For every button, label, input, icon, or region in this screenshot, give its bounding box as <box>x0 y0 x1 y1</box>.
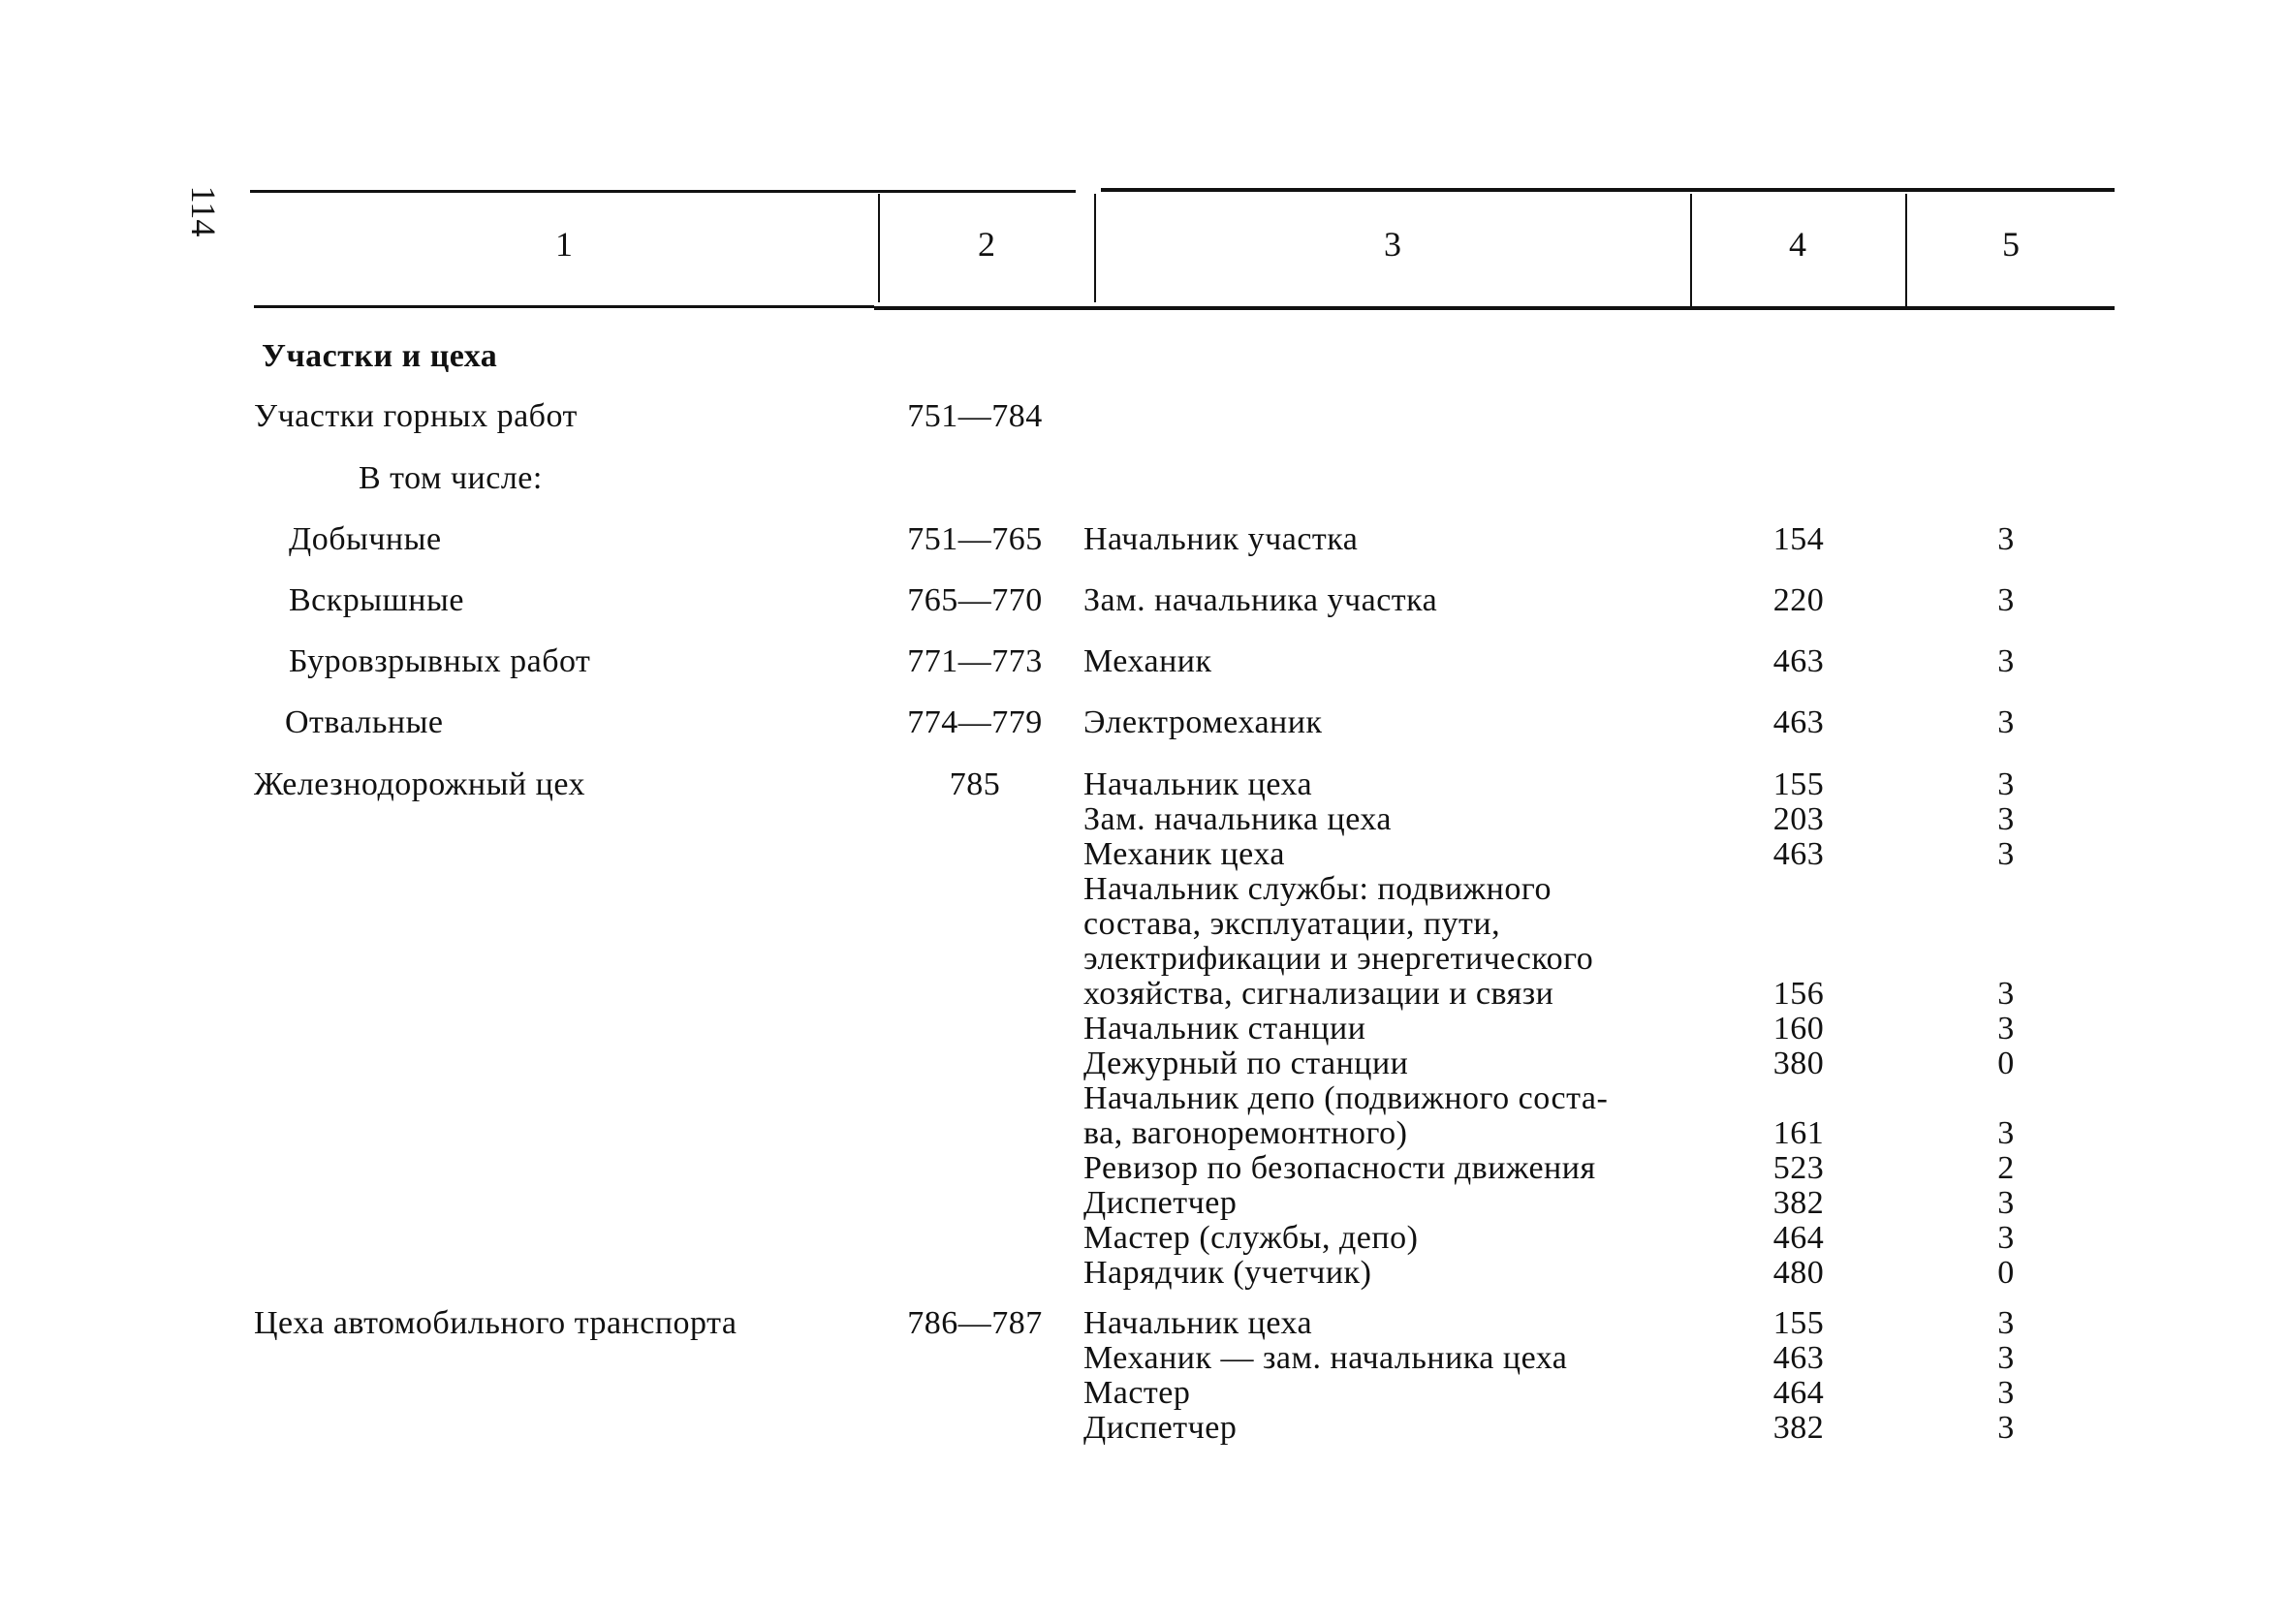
list-item: 3 <box>1997 1410 2015 1446</box>
list-item: ва, вагоноремонтного) <box>1083 1115 1408 1151</box>
auto-workshop-code: 786—787 <box>907 1305 1043 1341</box>
list-item: Начальник станции <box>1083 1011 1366 1046</box>
column-header-2: 2 <box>978 225 995 264</box>
list-item: 3 <box>1997 1115 2015 1151</box>
list-item: хозяйства, сигнализации и связи <box>1083 976 1554 1012</box>
list-item: 3 <box>1997 836 2015 872</box>
list-item: состава, эксплуатации, пути, <box>1083 906 1501 942</box>
list-item: 155 <box>1772 766 1825 802</box>
railway-name: Железнодорожный цех <box>254 766 585 802</box>
row-col5: 3 <box>1997 521 2015 557</box>
row-code: 774—779 <box>907 704 1043 740</box>
list-item <box>1740 942 1857 977</box>
row-name: Отвальные <box>285 704 444 740</box>
row-col4: 220 <box>1772 582 1825 618</box>
list-item: 380 <box>1772 1046 1825 1081</box>
row-col4: 463 <box>1772 643 1825 679</box>
column-header-1: 1 <box>555 225 573 264</box>
list-item: Дежурный по станции <box>1083 1046 1409 1081</box>
header-top-rule <box>250 190 1076 193</box>
column-header-3: 3 <box>1384 225 1401 264</box>
row-code: 751—765 <box>907 521 1043 557</box>
list-item <box>1977 1081 2035 1116</box>
row-name: Буровзрывных работ <box>289 643 591 679</box>
row-position: Электромеханик <box>1083 704 1323 740</box>
auto-positions <box>1083 1306 1567 1446</box>
list-item: 463 <box>1772 1340 1825 1376</box>
list-item: Нарядчик (учетчик) <box>1083 1255 1372 1291</box>
list-item: Начальник службы: подвижного <box>1083 871 1552 907</box>
list-item: Механик цеха <box>1083 836 1285 872</box>
list-item: 3 <box>1997 976 2015 1012</box>
header-bottom-rule <box>254 305 874 308</box>
list-item: 3 <box>1997 1305 2015 1341</box>
railway-code: 785 <box>949 766 1001 802</box>
mining-section-code: 751—784 <box>907 398 1043 434</box>
list-item: электрификации и энергетического <box>1083 941 1594 977</box>
list-item: 3 <box>1997 1375 2015 1411</box>
row-position: Механик <box>1083 643 1212 679</box>
list-item: 3 <box>1997 1011 2015 1046</box>
list-item: Диспетчер <box>1083 1410 1238 1446</box>
list-item <box>1977 872 2035 907</box>
row-col5: 3 <box>1997 704 2015 740</box>
list-item: 382 <box>1772 1185 1825 1221</box>
list-item: 2 <box>1997 1150 2015 1186</box>
header-top-rule-right <box>1101 188 2115 192</box>
list-item: Зам. начальника цеха <box>1083 801 1392 837</box>
row-col4: 154 <box>1772 521 1825 557</box>
mining-section-name: Участки горных работ <box>254 398 578 434</box>
column-divider <box>1094 194 1096 302</box>
list-item: 464 <box>1772 1220 1825 1256</box>
list-item: Начальник депо (подвижного соста- <box>1083 1080 1609 1116</box>
row-position: Зам. начальника участка <box>1083 582 1438 618</box>
list-item: 0 <box>1997 1255 2015 1291</box>
list-item: 161 <box>1772 1115 1825 1151</box>
auto-workshop-name: Цеха автомобильного транспорта <box>254 1305 737 1341</box>
row-code: 765—770 <box>907 582 1043 618</box>
list-item: 203 <box>1772 801 1825 837</box>
list-item: 480 <box>1772 1255 1825 1291</box>
list-item <box>1740 1081 1857 1116</box>
list-item <box>1740 872 1857 907</box>
railway-col5 <box>1977 767 2035 1291</box>
list-item <box>1977 907 2035 942</box>
list-item: 382 <box>1772 1410 1825 1446</box>
list-item: Механик — зам. начальника цеха <box>1083 1340 1568 1376</box>
list-item: Мастер (службы, депо) <box>1083 1220 1419 1256</box>
list-item: 160 <box>1772 1011 1825 1046</box>
header-bottom-rule-right <box>874 306 2115 310</box>
row-col4: 463 <box>1772 704 1825 740</box>
list-item <box>1977 942 2035 977</box>
list-item: Мастер <box>1083 1375 1191 1411</box>
row-code: 771—773 <box>907 643 1043 679</box>
section-title: Участки и цеха <box>262 338 498 374</box>
column-divider <box>878 194 880 302</box>
list-item: 156 <box>1772 976 1825 1012</box>
list-item: 3 <box>1997 801 2015 837</box>
row-col5: 3 <box>1997 582 2015 618</box>
list-item <box>1740 907 1857 942</box>
railway-positions <box>1083 767 1608 1291</box>
list-item: 3 <box>1997 766 2015 802</box>
row-position: Начальник участка <box>1083 521 1359 557</box>
list-item: Диспетчер <box>1083 1185 1238 1221</box>
row-col5: 3 <box>1997 643 2015 679</box>
row-name: Добычные <box>289 521 442 557</box>
list-item: 3 <box>1997 1220 2015 1256</box>
list-item: 523 <box>1772 1150 1825 1186</box>
list-item: 463 <box>1772 836 1825 872</box>
list-item: 464 <box>1772 1375 1825 1411</box>
row-name: Вскрышные <box>289 582 464 618</box>
column-header-5: 5 <box>2002 225 2020 264</box>
auto-col5 <box>1977 1306 2035 1446</box>
auto-col4 <box>1740 1306 1857 1446</box>
list-item: Ревизор по безопасности движения <box>1083 1150 1596 1186</box>
list-item: 155 <box>1772 1305 1825 1341</box>
list-item: 3 <box>1997 1340 2015 1376</box>
including-label: В том числе: <box>359 460 543 496</box>
page-number: 114 <box>184 185 223 237</box>
list-item: Начальник цеха <box>1083 766 1313 802</box>
railway-col4 <box>1740 767 1857 1291</box>
list-item: 3 <box>1997 1185 2015 1221</box>
list-item: Начальник цеха <box>1083 1305 1313 1341</box>
list-item: 0 <box>1997 1046 2015 1081</box>
column-header-4: 4 <box>1789 225 1806 264</box>
